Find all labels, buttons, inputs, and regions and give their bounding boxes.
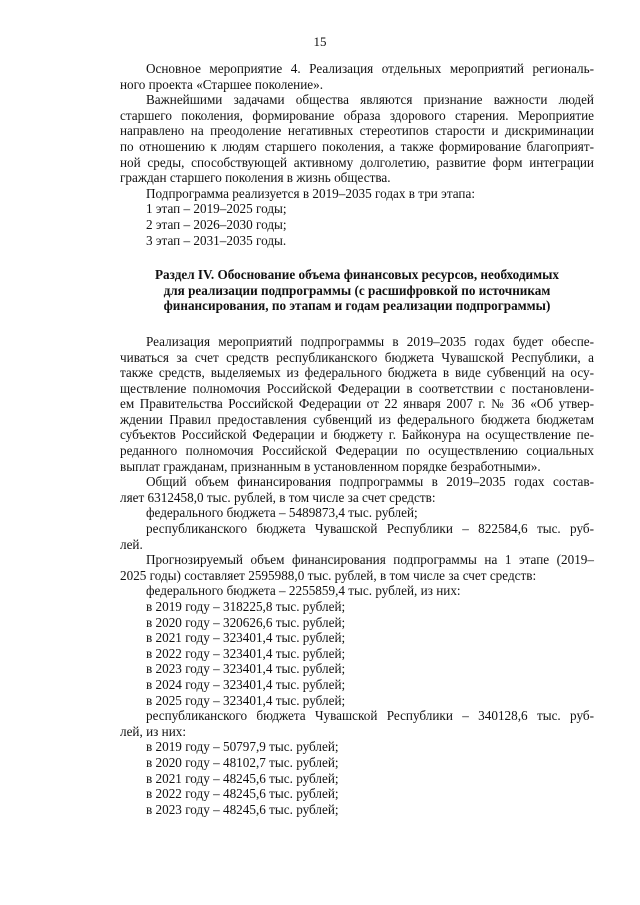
text-line: 3 этап – 2031–2035 годы. xyxy=(146,232,287,248)
text-line: федерального бюджета – 5489873,4 тыс. рублей; xyxy=(146,505,418,521)
text-line: выплат гражданам, признанным в установленном порядке безработными». xyxy=(120,458,541,474)
text-line: ной среды, способствующей активному долголетию, развитие форм интеграции xyxy=(120,154,594,170)
text-line: также средств, выделяемых из федерального бюджета в виде субвенций на осу- xyxy=(120,365,594,381)
heading-line: для реализации подпрограммы (с расшифровкой по источникам xyxy=(163,282,551,298)
text-line: ществление полномочия Российской Федерации в соответствии с постановлени- xyxy=(120,380,594,396)
text-line: в 2021 году – 323401,4 тыс. рублей; xyxy=(146,630,346,646)
text-line: ного проекта «Старшее поколение». xyxy=(120,76,324,92)
text-line: лей, из них: xyxy=(120,723,187,739)
section-heading xyxy=(120,267,594,314)
text-line: в 2023 году – 48245,6 тыс. рублей; xyxy=(146,801,339,817)
text-line: реданного полномочия Российской Федерации по осуществлению социальных xyxy=(120,443,594,459)
text-line: в 2020 году – 320626,6 тыс. рублей; xyxy=(146,614,346,630)
page-content xyxy=(120,61,594,817)
text-line: в 2019 году – 50797,9 тыс. рублей; xyxy=(146,739,339,755)
text-line: федерального бюджета – 2255859,4 тыс. рублей, из них: xyxy=(146,583,461,599)
text-line: чиваться за счет средств республиканского бюджета Чувашской Республики, а xyxy=(120,349,594,365)
text-line: в 2025 году – 323401,4 тыс. рублей; xyxy=(146,692,346,708)
text-line: в 2023 году – 323401,4 тыс. рублей; xyxy=(146,661,346,677)
text-line: в 2024 году – 323401,4 тыс. рублей; xyxy=(146,676,346,692)
text-line: 1 этап – 2019–2025 годы; xyxy=(146,201,287,217)
heading-line: финансирования, по этапам и годам реализации подпрограммы) xyxy=(163,298,551,314)
text-line: Общий объем финансирования подпрограммы в 2019–2035 годах состав- xyxy=(146,474,594,490)
text-line: старшего поколения, формирование образа здорового старения. Мероприятие xyxy=(120,107,594,123)
text-line: республиканского бюджета Чувашской Республики – 340128,6 тыс. руб- xyxy=(146,708,594,724)
text-line: Прогнозируемый объем финансирования подпрограммы на 1 этапе (2019– xyxy=(146,552,594,568)
heading-line: Раздел IV. Обоснование объема финансовых ресурсов, необходимых xyxy=(154,267,560,283)
text-line: 2025 годы) составляет 2595988,0 тыс. рублей, в том числе за счет средств: xyxy=(120,567,537,583)
text-line: в 2022 году – 323401,4 тыс. рублей; xyxy=(146,645,346,661)
text-line: по отношению к людям старшего поколения, а также формирование благоприят- xyxy=(120,138,594,154)
text-line: граждан старшего поколения в жизнь общества. xyxy=(120,170,391,186)
text-line: Реализация мероприятий подпрограммы в 2019–2035 годах будет обеспе- xyxy=(146,333,594,349)
text-line: Подпрограмма реализуется в 2019–2035 годах в три этапа: xyxy=(146,185,476,201)
text-line: республиканского бюджета Чувашской Республики – 822584,6 тыс. руб- xyxy=(146,521,594,537)
section-financing xyxy=(120,334,594,817)
text-line: лей. xyxy=(120,536,143,552)
text-line: 2 этап – 2026–2030 годы; xyxy=(146,216,287,232)
text-line: ем Правительства Российской Федерации от 22 января 2007 г. № 36 «Об утвер- xyxy=(120,396,594,412)
text-line: ждении Правил предоставления субвенций из федерального бюджета бюджетам xyxy=(120,411,594,427)
text-line: ляет 6312458,0 тыс. рублей, в том числе за счет средств: xyxy=(120,489,436,505)
text-line: субъектов Российской Федерации и бюджету г. Байконура на осуществление пе- xyxy=(120,427,594,443)
text-line: в 2019 году – 318225,8 тыс. рублей; xyxy=(146,599,346,614)
text-line: в 2022 году – 48245,6 тыс. рублей; xyxy=(146,786,339,802)
text-line: в 2020 году – 48102,7 тыс. рублей; xyxy=(146,754,339,770)
section-intro xyxy=(120,61,594,248)
text-line: Важнейшими задачами общества являются признание важности людей xyxy=(146,92,594,108)
text-line: Основное мероприятие 4. Реализация отдельных мероприятий региональ- xyxy=(146,61,594,76)
text-line: в 2021 году – 48245,6 тыс. рублей; xyxy=(146,770,339,786)
text-line: направлено на преодоление негативных стереотипов старости и дискриминации xyxy=(120,123,594,139)
page-number: 15 xyxy=(313,34,327,49)
